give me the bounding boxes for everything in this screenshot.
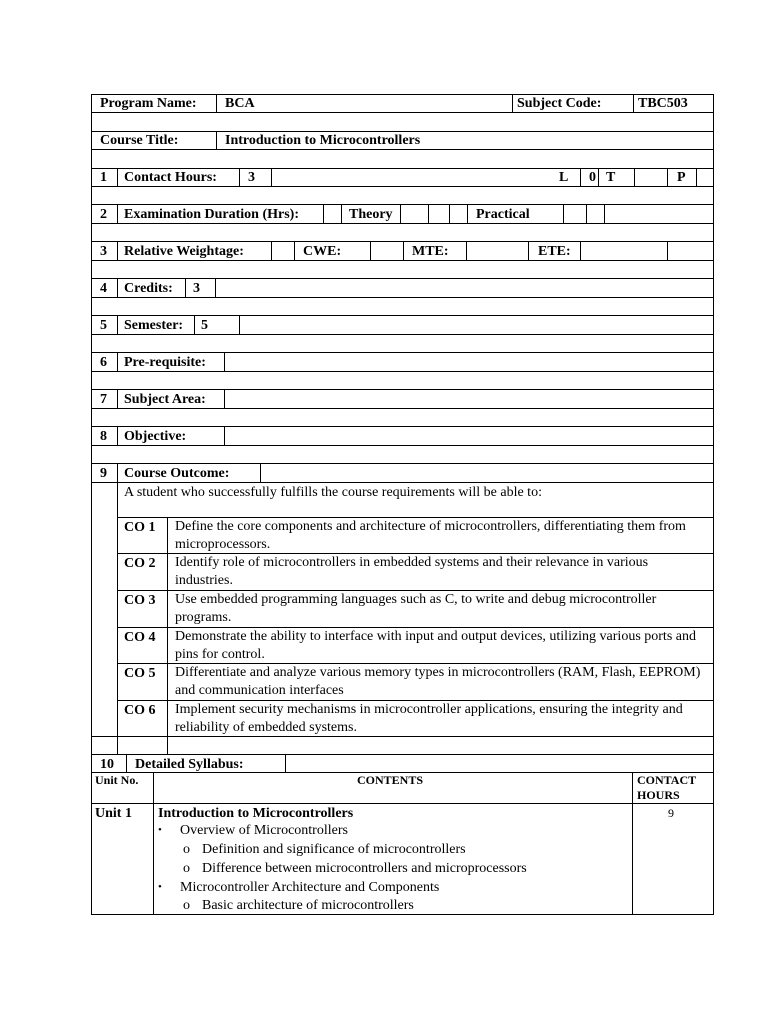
num-divider	[117, 278, 118, 297]
exam-duration-label: Examination Duration (Hrs):	[124, 207, 299, 222]
cell-divider	[185, 278, 186, 297]
cell-divider	[466, 241, 467, 260]
bullet-icon: •	[158, 824, 162, 836]
cell-divider	[528, 241, 529, 260]
table-right-border	[713, 94, 714, 915]
syllabus-topic: Microcontroller Architecture and Components	[180, 880, 440, 895]
num-divider	[117, 736, 118, 754]
co-id: CO 1	[124, 520, 156, 535]
cell-divider	[667, 168, 668, 186]
bullet-icon: •	[158, 881, 162, 893]
row-number: 7	[100, 392, 107, 407]
rule	[91, 186, 713, 187]
rule	[91, 334, 713, 335]
rule	[91, 204, 713, 205]
rule	[91, 445, 713, 446]
subject-code-label: Subject Code:	[517, 96, 602, 111]
cell-divider	[285, 754, 286, 772]
rule	[91, 408, 713, 409]
row-number: 9	[100, 466, 107, 481]
credits-value: 3	[193, 281, 200, 296]
sub-bullet-icon: o	[183, 842, 190, 857]
co-id: CO 6	[124, 703, 156, 718]
sub-bullet-icon: o	[183, 898, 190, 913]
contact-hours-label: Contact Hours:	[124, 170, 217, 185]
cell-divider	[586, 204, 587, 223]
unit-no-header: Unit No.	[95, 773, 139, 787]
co-description: Implement security mechanisms in microcontroller applications, ensuring the integrity and reliability of embedded systems.	[175, 702, 683, 735]
num-divider	[117, 241, 118, 260]
subject-code-value: TBC503	[638, 96, 688, 111]
co-id: CO 2	[124, 556, 156, 571]
unit-col-divider	[153, 772, 154, 914]
rule	[91, 803, 713, 804]
row-number: 4	[100, 281, 107, 296]
practical-exam-label: Practical	[476, 207, 530, 222]
cell-divider	[403, 241, 404, 260]
sub-bullet-icon: o	[183, 861, 190, 876]
cell-divider	[428, 204, 429, 223]
detailed-syllabus-label: Detailed Syllabus:	[135, 757, 244, 772]
cell-divider	[215, 278, 216, 297]
row-number: 10	[100, 757, 114, 772]
relative-weightage-label: Relative Weightage:	[124, 244, 244, 259]
rule	[91, 149, 713, 150]
cell-divider	[341, 204, 342, 223]
mte-label: MTE:	[412, 244, 449, 259]
rule	[91, 754, 713, 755]
cell-divider	[580, 241, 581, 260]
table-left-border	[91, 94, 92, 915]
unit-hours: 9	[668, 806, 674, 820]
cwe-label: CWE:	[303, 244, 342, 259]
hours-col-divider	[632, 772, 633, 914]
num-divider	[117, 426, 118, 445]
cell-divider	[667, 241, 668, 260]
course-outcome-label: Course Outcome:	[124, 466, 230, 481]
co-id: CO 5	[124, 666, 156, 681]
co-description: Define the core components and architecture of microcontrollers, differentiating them from microprocessors.	[175, 519, 686, 552]
program-name-value: BCA	[225, 96, 255, 111]
contact-hours-header: CONTACT	[637, 773, 697, 787]
cell-divider	[239, 168, 240, 186]
cell-divider	[370, 241, 371, 260]
cell-divider	[580, 168, 581, 186]
row-number: 5	[100, 318, 107, 333]
cell-divider	[512, 94, 513, 112]
row-number: 6	[100, 355, 107, 370]
co-id: CO 3	[124, 593, 156, 608]
rule	[91, 297, 713, 298]
rule	[91, 241, 713, 242]
co-description: Differentiate and analyze various memory types in microcontrollers (RAM, Flash, EEPROM) and communication interfaces	[175, 665, 701, 698]
cell-divider	[633, 94, 634, 112]
rule	[91, 914, 713, 915]
practical-label: P	[677, 170, 686, 185]
co-description: Identify role of microcontrollers in embedded systems and their relevance in various industries.	[175, 555, 649, 588]
tutorial-label: T	[606, 170, 616, 185]
lecture-value: 0	[589, 170, 596, 185]
num-divider	[117, 204, 118, 223]
cell-divider	[271, 168, 272, 186]
rule	[91, 371, 713, 372]
rule	[91, 223, 713, 224]
cell-divider	[271, 241, 272, 260]
cell-divider	[598, 168, 599, 186]
semester-value: 5	[201, 318, 208, 333]
contact-hours-value: 3	[248, 170, 255, 185]
num-divider	[117, 168, 118, 186]
unit-number: Unit 1	[95, 806, 132, 821]
course-title-value: Introduction to Microcontrollers	[225, 133, 421, 148]
contents-header: CONTENTS	[357, 773, 424, 787]
lecture-label: L	[559, 170, 569, 185]
co-id-divider	[167, 517, 168, 754]
cell-divider	[216, 94, 217, 112]
cell-divider	[400, 204, 401, 223]
co-description: Demonstrate the ability to interface with input and output devices, utilizing various ports and pins for control.	[175, 629, 696, 662]
row-number: 2	[100, 207, 107, 222]
ete-label: ETE:	[538, 244, 571, 259]
rule	[91, 389, 713, 390]
rule	[91, 482, 713, 483]
rule	[91, 736, 713, 737]
cell-divider	[294, 241, 295, 260]
semester-label: Semester:	[124, 318, 184, 333]
syllabus-subtopic: Difference between microcontrollers and microprocessors	[202, 861, 527, 876]
cell-divider	[194, 315, 195, 334]
cell-divider	[563, 204, 564, 223]
prerequisite-label: Pre-requisite:	[124, 355, 206, 370]
cell-divider	[260, 463, 261, 482]
unit-title: Introduction to Microcontrollers	[158, 806, 354, 821]
subject-area-label: Subject Area:	[124, 392, 206, 407]
cell-divider	[696, 168, 697, 186]
cell-divider	[634, 168, 635, 186]
cell-divider	[239, 315, 240, 334]
cell-divider	[604, 204, 605, 223]
cell-divider	[467, 204, 468, 223]
cell-divider	[224, 426, 225, 445]
num-divider	[117, 352, 118, 371]
rule	[91, 112, 713, 113]
cell-divider	[224, 352, 225, 371]
credits-label: Credits:	[124, 281, 173, 296]
cell-divider	[323, 204, 324, 223]
cell-divider	[224, 389, 225, 408]
num-divider	[117, 389, 118, 408]
rule	[91, 426, 713, 427]
program-name-label: Program Name:	[100, 96, 197, 111]
num-divider	[117, 315, 118, 334]
objective-label: Objective:	[124, 429, 187, 444]
contact-hours-header-2: HOURS	[637, 788, 680, 802]
syllabus-subtopic: Definition and significance of microcontrollers	[202, 842, 466, 857]
co-description: Use embedded programming languages such as C, to write and debug microcontroller programs.	[175, 592, 657, 625]
row-number: 8	[100, 429, 107, 444]
rule	[91, 260, 713, 261]
cell-divider	[449, 204, 450, 223]
course-outcome-intro: A student who successfully fulfills the course requirements will be able to:	[124, 485, 542, 500]
row-number: 3	[100, 244, 107, 259]
syllabus-subtopic: Basic architecture of microcontrollers	[202, 898, 414, 913]
co-id: CO 4	[124, 630, 156, 645]
rule	[91, 463, 713, 464]
course-title-label: Course Title:	[100, 133, 179, 148]
rule	[91, 315, 713, 316]
cell-divider	[216, 131, 217, 149]
theory-label: Theory	[349, 207, 393, 222]
syllabus-topic: Overview of Microcontrollers	[180, 823, 348, 838]
row-number: 1	[100, 170, 107, 185]
num-divider	[117, 463, 118, 736]
rule	[91, 352, 713, 353]
num-divider	[126, 754, 127, 772]
